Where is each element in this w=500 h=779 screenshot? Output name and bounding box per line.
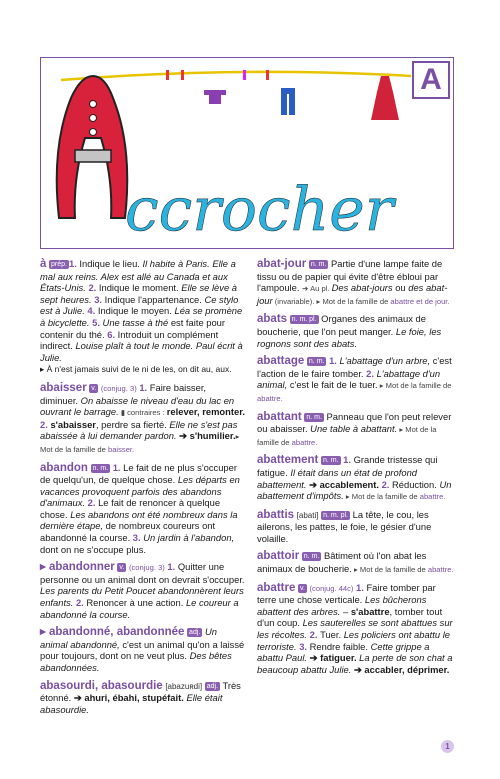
entry-grammar-tag: n. m. (308, 358, 325, 366)
dictionary-entry (40, 382, 245, 456)
entry-grammar-tag: n. m. (303, 553, 320, 561)
entry-text: Panneau que l'on peut relever ou abaisser. (257, 410, 452, 435)
entry-family-link: abattre. (419, 492, 446, 502)
entry-text: (invariable). (272, 296, 315, 306)
entry-conjugation: (conjug. 3) (128, 563, 165, 573)
entry-text: , tomber tout d'un coup. (257, 605, 443, 629)
dictionary-entry (40, 626, 245, 673)
entry-text: 3. (296, 640, 310, 652)
entry-text: ➔ s'humilier. (176, 430, 236, 442)
entry-family-link: abattre. (427, 565, 454, 575)
left-column (40, 258, 245, 721)
entry-text: Les bûcherons abattent des arbres. (257, 594, 427, 617)
dictionary-entry (40, 561, 245, 620)
entry-grammar-tag: v. (299, 584, 305, 592)
dress-icon (371, 76, 399, 120)
entry-headword: abasourdi, abasourdie (40, 679, 163, 692)
entry-grammar-tag: n. m. (322, 457, 339, 465)
entry-text: Des bêtes abandonnées. (40, 650, 232, 673)
entry-text: des abat-jour (257, 282, 448, 306)
entry-text: 3. (132, 532, 144, 544)
entry-text: Les policiers ont abattu le terroriste. (257, 629, 451, 652)
entry-text: s'abaisser (50, 418, 96, 430)
entry-family-link: abattre. (257, 393, 283, 403)
entry-text: Grande tristesse qui fatigue. (257, 454, 438, 478)
page-number: 1 (441, 740, 454, 753)
entry-headword: abattis (257, 508, 295, 521)
entry-text: La perte de son chat a beaucoup abattu Julie. (257, 652, 453, 675)
entry-grammar-tag: n. m. pl. (291, 316, 317, 324)
entry-family-note: ▸ Mot de la famille de abattre. (257, 381, 452, 403)
entry-text: ▮ contraires : (118, 408, 167, 418)
entry-family-link: abattre. (291, 437, 318, 447)
entry-text: L'abattage d'un animal, (257, 367, 441, 391)
entry-family-note: ▸ Mot de la famille de abattre. (257, 425, 437, 447)
entry-text: de nombreux coureurs ont abandonné la course. (40, 520, 216, 544)
dictionary-entry (257, 411, 455, 449)
entry-text: 2. (378, 478, 393, 490)
entry-headword: ▸ abandonner (40, 561, 115, 574)
entry-pronunciation: [abati] (296, 510, 319, 520)
entry-text: Il habite à Paris. Elle a mal aux reins. Alex est allé au Canada et aux États-Unis. (40, 258, 236, 294)
entry-text: Introduit un complément indirect. (40, 328, 219, 352)
entry-headword: abattage (257, 355, 305, 368)
entry-text: Une table à abattant. (310, 423, 398, 435)
entry-text: 2. (366, 367, 377, 379)
entry-grammar-tag: prép. (51, 261, 67, 268)
entry-text: ➔ Au pl. (302, 284, 332, 294)
dictionary-entry (257, 509, 455, 545)
dictionary-entry (257, 313, 455, 349)
dictionary-entry (257, 582, 455, 676)
entry-family-note: ▸ Mot de la famille de baisser. (40, 432, 240, 454)
entry-headword: ▸ abandonné, abandonnée (40, 626, 185, 639)
entry-text: Le coureur a abandonné la course. (40, 597, 239, 620)
letter-illustration (40, 57, 454, 249)
entry-text: Partie d'une lampe faite de tissu ou de papier qui évite d'être ébloui par l'ampoule. (257, 258, 443, 294)
entry-headword: abattoir (257, 550, 300, 563)
entry-text: Le foie, les rognons sont des abats. (257, 325, 442, 349)
entry-text: 5. (89, 316, 103, 328)
entry-family-note: ▸ Mot de la famille de abattre. (343, 492, 446, 502)
entry-text: 4. (84, 305, 98, 317)
entry-grammar-tag: n. m. (306, 413, 322, 421)
entry-text: ➔ accabler, déprimer. (351, 663, 450, 675)
entry-text: 2. (40, 418, 51, 430)
entry-text: s'abattre (350, 605, 390, 617)
entry-headword: à (40, 258, 47, 270)
entry-grammar-tag: n. m. (310, 261, 327, 268)
entry-text: Cette grippe a abattu Paul. (257, 640, 430, 664)
dictionary-entry (257, 550, 455, 575)
entry-text: 2. (85, 282, 99, 294)
entry-text: Faire tomber par terre une chose verticale. (257, 581, 436, 606)
entry-headword: abattement (257, 454, 319, 467)
entry-headword: abattant (257, 410, 302, 423)
entry-conjugation: (conjug. 44c) (309, 583, 354, 593)
entry-text: ou (392, 282, 409, 294)
entry-text: – (340, 605, 351, 617)
entry-text: 3. (91, 293, 105, 305)
entry-usage-note: ▸ À n'est jamais suivi de le ni de les, on dit au, aux. (40, 364, 232, 375)
entry-text: Les sauterelles se sont abattues sur les récoltes. (257, 617, 453, 641)
entry-grammar-tag: adj. (189, 629, 201, 637)
entry-text: Organes des animaux de boucherie, que l'on peut manger. (257, 313, 426, 337)
tshirt-icon (204, 90, 226, 104)
entry-text: Elle se lève à sept heures. (40, 282, 237, 305)
entry-conjugation: (conjug. 3) (100, 383, 137, 393)
entry-text: Bâtiment où l'on abat les animaux de boucherie. (257, 550, 427, 575)
entry-text: 1. (164, 561, 178, 573)
entry-text: ➔ ahuri, ébahi, stupéfait. (73, 692, 184, 704)
entry-text: dont on ne s'occupe plus. (40, 543, 147, 555)
entry-pronunciation: [abazuʀdi] (165, 681, 203, 691)
entry-text: 1. (110, 461, 124, 473)
clothespin-letter-a (57, 76, 128, 218)
entry-headword: abat-jour (257, 258, 307, 270)
entry-text: La tête, le cou, les ailerons, les pattes, le foie, le gésier d'une volaille. (257, 508, 432, 544)
entry-grammar-tag: adj. (206, 682, 219, 690)
entry-text: 2. (73, 597, 87, 609)
entry-text: Renoncer à une action. (86, 597, 186, 609)
entry-text: Rendre faible. (309, 640, 371, 652)
entry-text: Une tasse à thé (102, 316, 169, 328)
entry-text: Des abat-jours (331, 282, 393, 294)
entry-text: 1. (136, 381, 150, 393)
entry-headword: abats (257, 313, 288, 326)
entry-text: 1. (326, 355, 340, 367)
entry-family-link: abattre et de jour. (390, 296, 450, 306)
entry-text: Le fait de renoncer à quelque chose. (40, 497, 221, 520)
entry-text: Les abandons ont été nombreux dans la dernière étape, (40, 508, 238, 532)
entry-family-note: ▸ Mot de la famille de abattre. (351, 565, 454, 575)
entry-family-note: ▸ Mot de la famille de abattre et de jour. (314, 296, 450, 306)
entry-text: 1. (340, 454, 354, 466)
entry-text: relever, remonter. (166, 406, 245, 418)
entry-text: Réduction. (392, 478, 440, 490)
entry-text: , perdre sa fierté. (95, 418, 170, 430)
entry-text: Ce stylo est à Julie. (40, 293, 239, 317)
entry-grammar-tag: n. m. pl. (323, 511, 348, 519)
entry-text: Indique le moment. (98, 282, 182, 294)
entry-text: Indique le moyen. (97, 305, 175, 317)
entry-text: Tuer. (320, 629, 344, 641)
right-column (257, 258, 455, 681)
entry-text: Louise plaît à tout le monde. Paul écrit à Julie. (40, 340, 243, 363)
dictionary-entry (257, 355, 455, 404)
entry-text: On abaisse le niveau d'eau du lac en ouvrant le barrage. (40, 394, 235, 418)
entry-grammar-tag: n. m. (92, 464, 109, 472)
entry-text: 1. (68, 258, 80, 269)
entry-text: Les parents du Petit Poucet abandonnèrent leurs enfants. (40, 585, 244, 609)
entry-text: Un abattement d'impôts. (257, 478, 452, 502)
entry-text: c'est le fait de le tuer. (287, 379, 378, 391)
entry-text: c'est un animal qu'on a laissé pour toujours, dont on ne veut plus. (40, 638, 245, 662)
entry-grammar-tag: v. (91, 384, 97, 392)
entry-family-link: baisser. (107, 444, 135, 454)
entry-text: Indique l'appartenance. (104, 293, 205, 305)
entry-text: ➔ fatiguer. (307, 652, 357, 664)
entry-text: Quitter une personne ou un animal dont on devrait s'occuper. (40, 561, 245, 585)
entry-text: Elle ne s'est pas abaissée à lui demander pardon. (40, 418, 238, 442)
clothesline (61, 72, 411, 80)
entry-text: ➔ accablement. (306, 478, 379, 490)
entry-headword: abaisser (40, 381, 87, 394)
accrocher-drawing (41, 58, 454, 249)
entry-text: Le fait de ne plus s'occuper de quelqu'un, de quelque chose. (40, 461, 237, 486)
entry-headword: abattre (257, 581, 296, 594)
entry-text: Il était dans un état de profond abattement. (257, 466, 418, 490)
entry-text: Indique le lieu. (79, 258, 143, 269)
entry-text: L'abattage d'un arbre, (339, 355, 431, 367)
entry-text: c'est l'action de le faire tomber. (257, 355, 452, 379)
entry-text: Un animal abandonné, (40, 626, 217, 650)
entry-text: 2. (307, 629, 321, 641)
entry-text: Les départs en vacances provoquent parfois des abandons d'animaux. (40, 474, 240, 509)
entry-text: 6. (107, 328, 118, 340)
entry-text: 2. (85, 497, 99, 509)
entry-text: Faire baisser, diminuer. (40, 381, 207, 406)
dictionary-entry (40, 258, 245, 376)
dictionary-entry (257, 454, 455, 502)
trousers-icon (281, 88, 295, 115)
letter-badge: A (412, 61, 450, 99)
entry-grammar-tag: v. (119, 564, 125, 572)
dictionary-entry (40, 462, 245, 556)
entry-text: 1. (353, 581, 367, 593)
entry-text: Elle était abasourdie. (40, 692, 223, 715)
entry-text: est faite pour contenir du thé. (40, 316, 226, 340)
entry-text: Léa se promène à bicyclette. (40, 305, 243, 328)
dictionary-entry (257, 258, 455, 307)
entry-text: Très étonné. (40, 679, 241, 704)
word-rest: ccrocher (125, 175, 394, 245)
entry-headword: abandon (40, 461, 88, 474)
entry-text: Un jardin à l'abandon, (143, 532, 235, 544)
dictionary-entry (40, 680, 245, 716)
